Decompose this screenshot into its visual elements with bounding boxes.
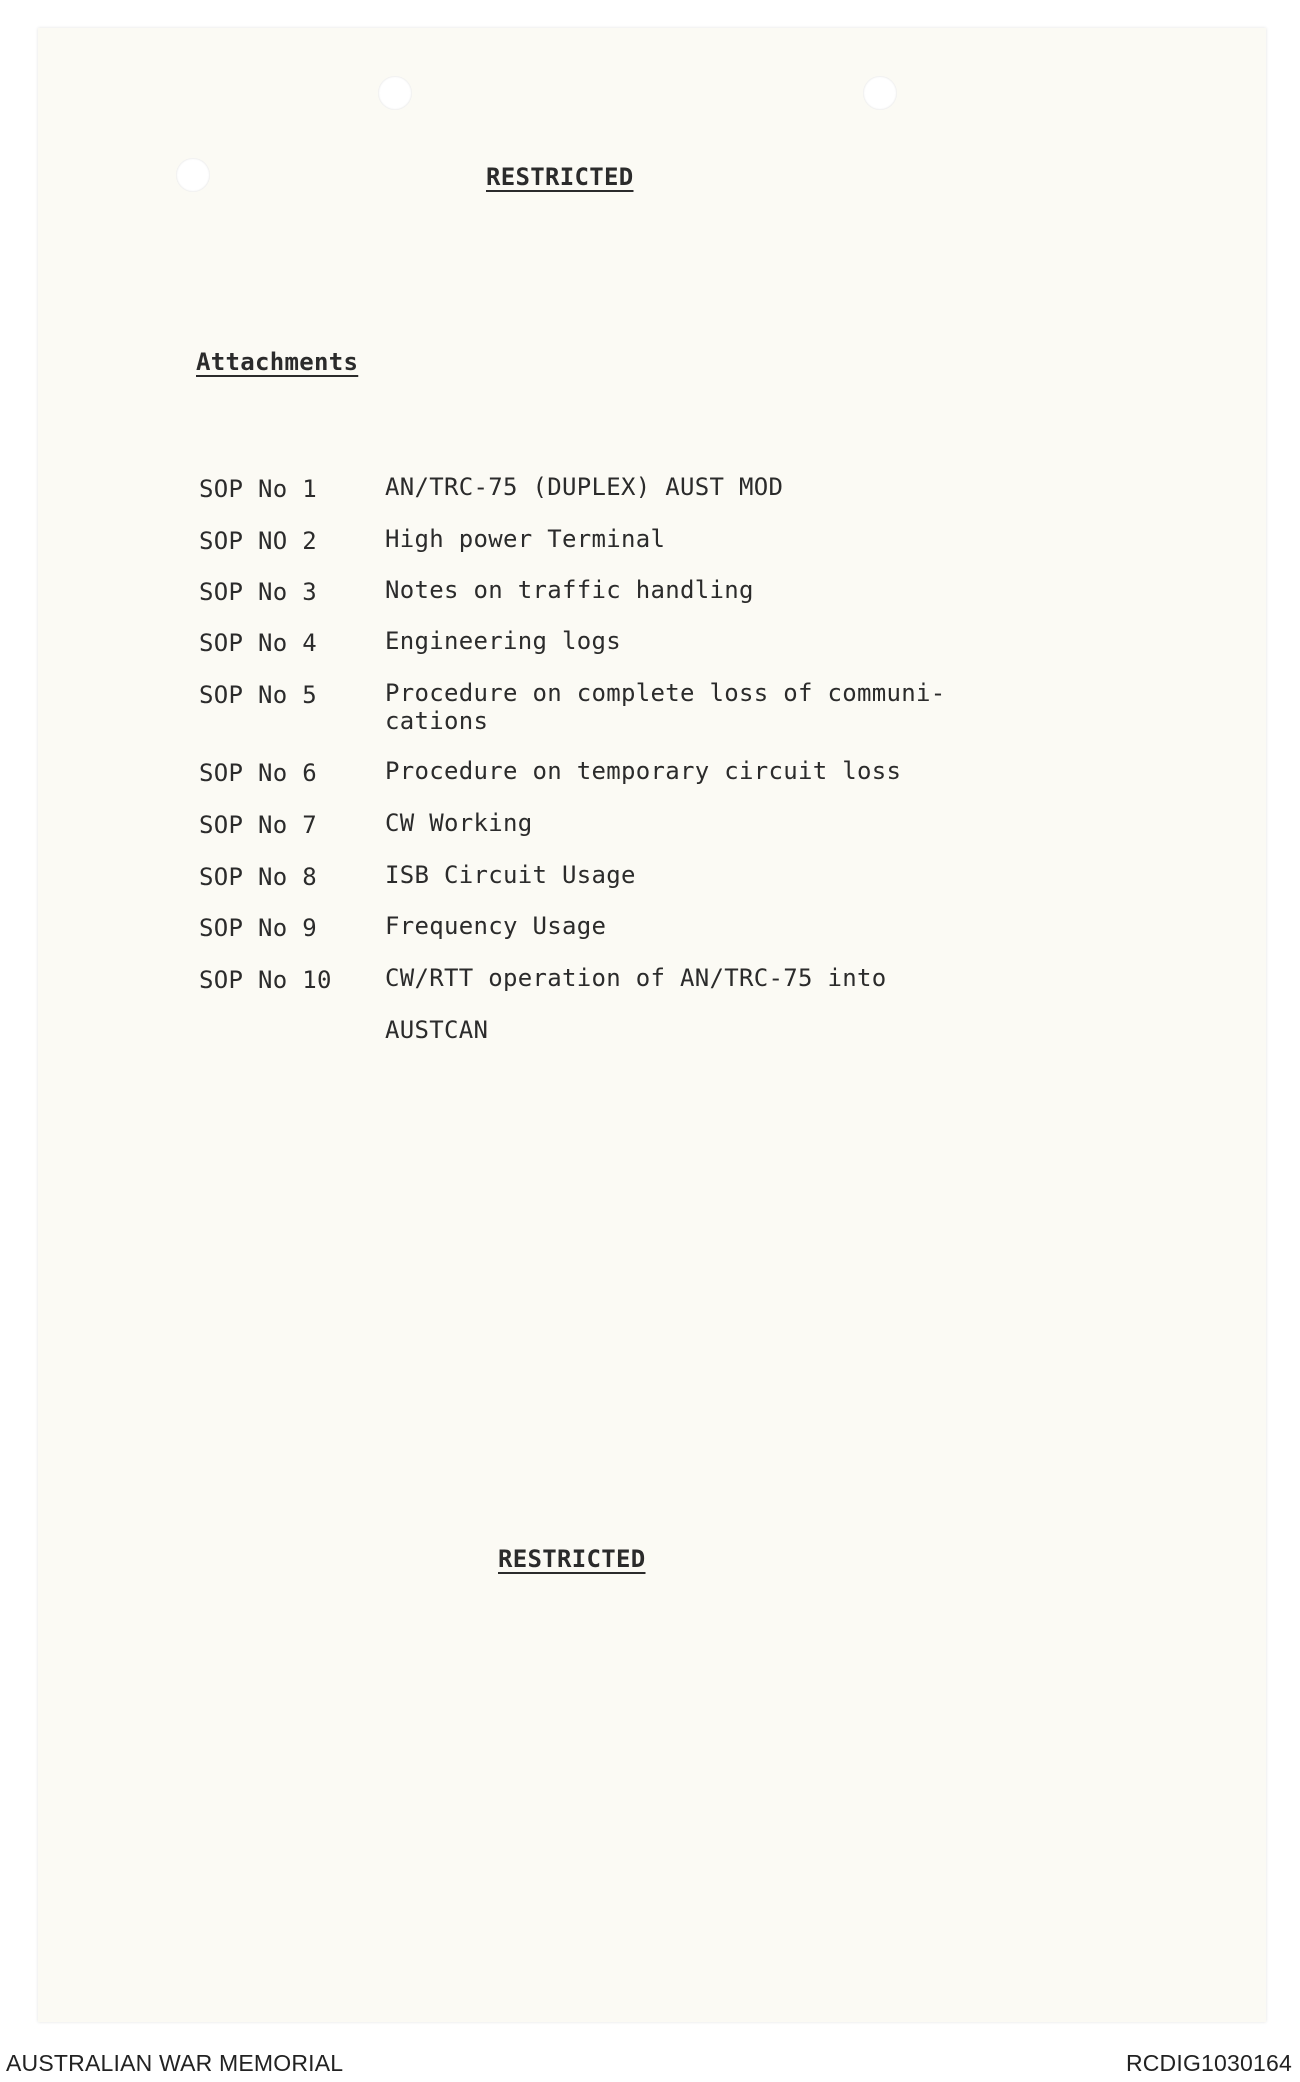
sop-description: CW/RTT operation of AN/TRC-75 into (385, 964, 887, 992)
attachments-heading: Attachments (196, 348, 359, 376)
classification-footer: RESTRICTED (498, 1545, 646, 1573)
sop-label: SOP No 5 (199, 681, 317, 709)
sop-label: SOP No 10 (199, 966, 332, 994)
sop-label: SOP No 3 (199, 578, 317, 606)
sop-description: Frequency Usage (385, 912, 607, 940)
document-page (38, 28, 1266, 2022)
sop-label: SOP NO 2 (199, 527, 317, 555)
sop-description: Procedure on complete loss of communi- (385, 679, 946, 707)
sop-description: Procedure on temporary circuit loss (385, 757, 902, 785)
punch-hole (176, 158, 210, 192)
sop-description: AN/TRC-75 (DUPLEX) AUST MOD (385, 473, 784, 501)
sop-description-continuation: cations (385, 707, 489, 735)
punch-hole (863, 76, 897, 110)
sop-label: SOP No 8 (199, 863, 317, 891)
sop-description: High power Terminal (385, 525, 666, 553)
sop-label: SOP No 9 (199, 914, 317, 942)
punch-hole (378, 76, 412, 110)
sop-label: SOP No 1 (199, 475, 317, 503)
sop-description: ISB Circuit Usage (385, 861, 636, 889)
sop-label: SOP No 6 (199, 759, 317, 787)
sop-label: SOP No 7 (199, 811, 317, 839)
sop-description: CW Working (385, 809, 533, 837)
classification-header: RESTRICTED (486, 163, 634, 191)
sop-description: Notes on traffic handling (385, 576, 754, 604)
sop-description-continuation: AUSTCAN (385, 1016, 489, 1044)
sop-label: SOP No 4 (199, 629, 317, 657)
sop-description: Engineering logs (385, 627, 621, 655)
archive-credit: AUSTRALIAN WAR MEMORIAL (6, 2050, 344, 2076)
archive-id: RCDIG1030164 (1125, 2050, 1292, 2076)
